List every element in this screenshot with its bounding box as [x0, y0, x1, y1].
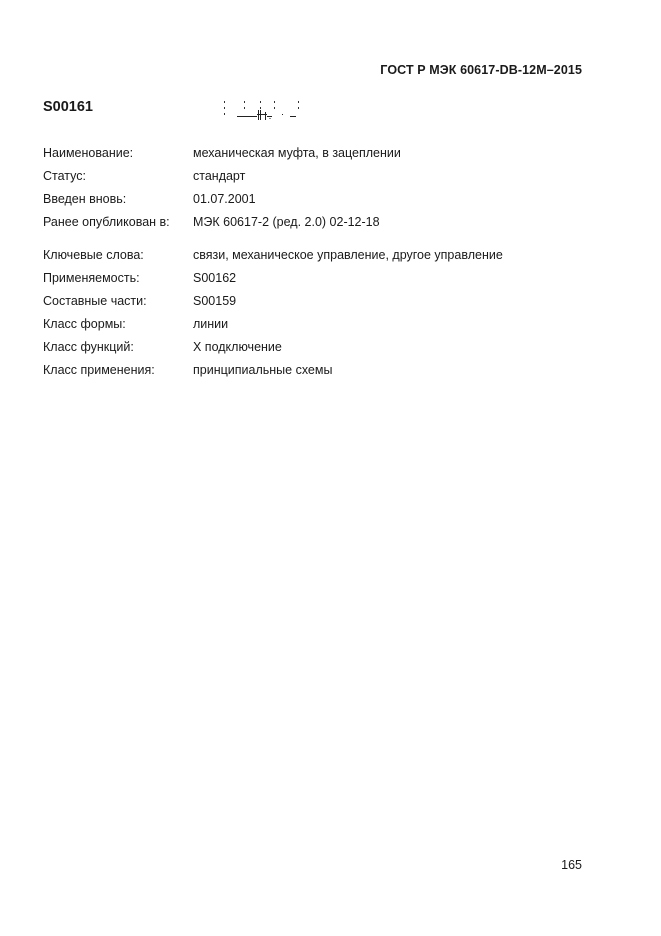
- field-label: Ранее опубликован в:: [43, 214, 170, 229]
- field-label: Составные части:: [43, 293, 147, 308]
- field-value: принципиальные схемы: [193, 362, 333, 377]
- field-label: Статус:: [43, 168, 86, 183]
- field-value: механическая муфта, в зацеплении: [193, 145, 401, 160]
- field-value: линии: [193, 316, 229, 331]
- field-row-name: [43, 141, 603, 164]
- field-row-shape-class: [43, 312, 603, 335]
- field-row-components: [43, 289, 603, 312]
- field-label: Класс функций:: [43, 339, 134, 354]
- field-row-function-class: [43, 335, 603, 358]
- standard-header: ГОСТ Р МЭК 60617-DB-12M–2015: [380, 63, 582, 77]
- field-value: X подключение: [193, 339, 282, 354]
- field-row-status: [43, 164, 603, 187]
- field-value: S00162: [193, 270, 237, 285]
- field-row-applicability: [43, 266, 603, 289]
- field-label: Введен вновь:: [43, 191, 127, 206]
- field-value: S00159: [193, 293, 237, 308]
- field-label: Класс формы:: [43, 316, 126, 331]
- attribute-list: [43, 141, 603, 381]
- field-row-previously-published: [43, 210, 603, 233]
- field-value: 01.07.2001: [193, 191, 256, 206]
- field-row-introduced: [43, 187, 603, 210]
- mechanical-coupling-engaged-icon: [222, 96, 312, 126]
- field-row-application-class: [43, 358, 603, 381]
- field-value: МЭК 60617-2 (ред. 2.0) 02-12-18: [193, 214, 380, 229]
- field-label: Класс применения:: [43, 362, 155, 377]
- field-value: стандарт: [193, 168, 246, 183]
- page-number: 165: [561, 858, 582, 872]
- entry-code: S00161: [43, 99, 93, 115]
- field-row-keywords: [43, 243, 603, 266]
- field-label: Применяемость:: [43, 270, 140, 285]
- field-value: связи, механическое управление, другое управление: [193, 247, 503, 262]
- field-label: Ключевые слова:: [43, 247, 144, 262]
- field-label: Наименование:: [43, 145, 134, 160]
